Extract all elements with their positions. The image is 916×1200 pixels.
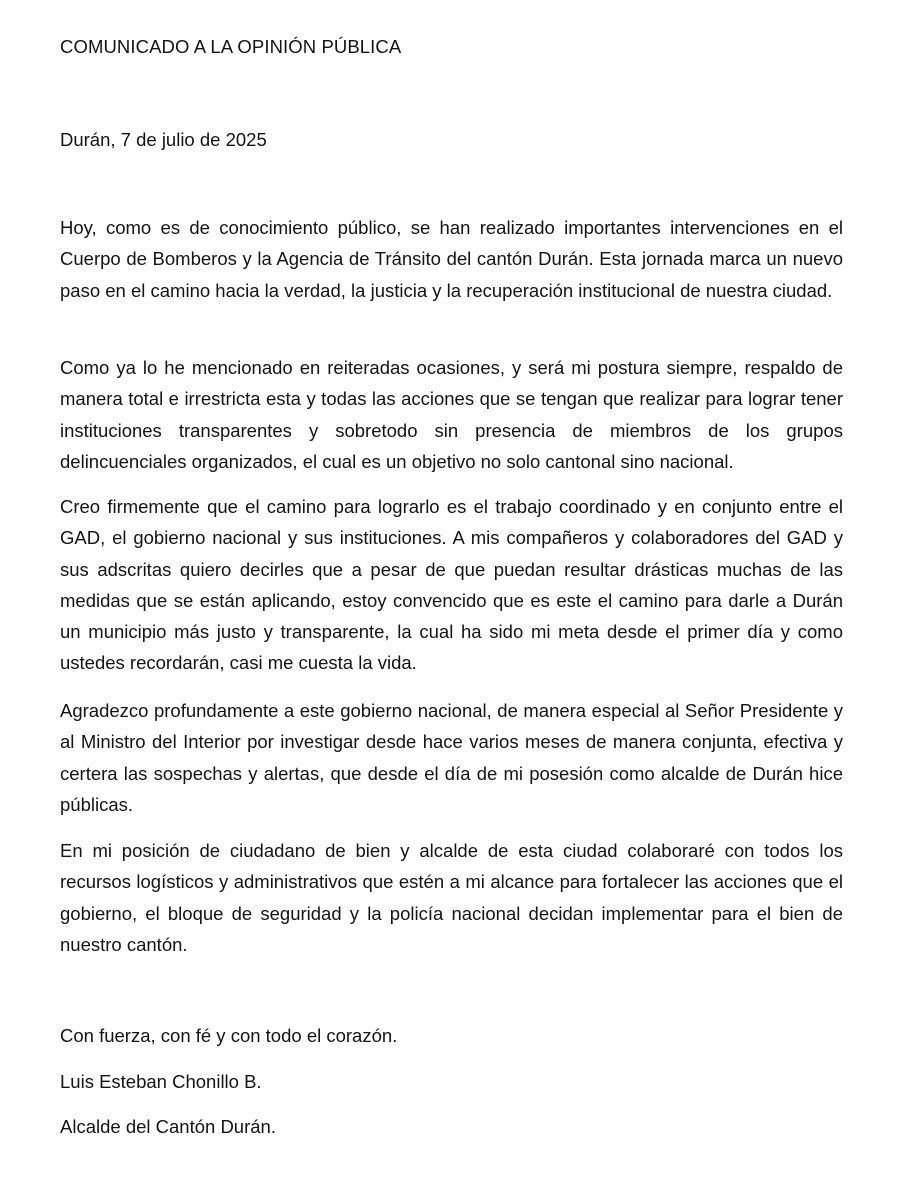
body-paragraph-4: Agradezco profundamente a este gobierno nacional, de manera especial al Señor Presidente y al Ministro del Interior por investigar desde hace varios meses de manera conjunta, efectiva y certera las sospechas y alertas, que desde el día de mi posesión como alcalde de Durán hice públicas. [60,700,843,815]
body-paragraph-5: En mi posición de ciudadano de bien y alcalde de esta ciudad colaboraré con todos los recursos logísticos y administrativos que estén a mi alcance para fortalecer las acciones que el gobierno, el bloque de seguridad y la policía nacional decidan implementar para el bien de nuestro cantón. [60,840,843,955]
body-paragraph-1: Hoy, como es de conocimiento público, se han realizado importantes intervenciones en el Cuerpo de Bomberos y la Agencia de Tránsito del cantón Durán. Esta jornada marca un nuevo paso en el camino hacia la verdad, la justicia y la recuperación institucional de nuestra ciudad. [60,217,843,301]
date-line: Durán, 7 de julio de 2025 [60,129,267,150]
document-title: COMUNICADO A LA OPINIÓN PÚBLICA [60,36,402,57]
signer-name: Luis Esteban Chonillo B. [60,1071,262,1092]
signer-title: Alcalde del Cantón Durán. [60,1116,276,1137]
closing-line: Con fuerza, con fé y con todo el corazón. [60,1025,398,1046]
body-paragraph-3: Creo firmemente que el camino para lograrlo es el trabajo coordinado y en conjunto entre el GAD, el gobierno nacional y sus instituciones. A mis compañeros y colaboradores del GAD y sus adscritas quiero decirles que a pesar de que puedan resultar drásticas muchas de las medidas que se están aplicando, estoy convencido que es este el camino para darle a Durán un municipio más justo y transparente, la cual ha sido mi meta desde el primer día y como ustedes recordarán, casi me cuesta la vida. [60,496,843,674]
body-paragraph-2: Como ya lo he mencionado en reiteradas ocasiones, y será mi postura siempre, respaldo de manera total e irrestricta esta y todas las acciones que se tengan que realizar para lograr tener instituciones transparentes y sobretodo sin presencia de miembros de los grupos delincuenciales organizados, el cual es un objetivo no solo cantonal sino nacional. [60,357,843,472]
